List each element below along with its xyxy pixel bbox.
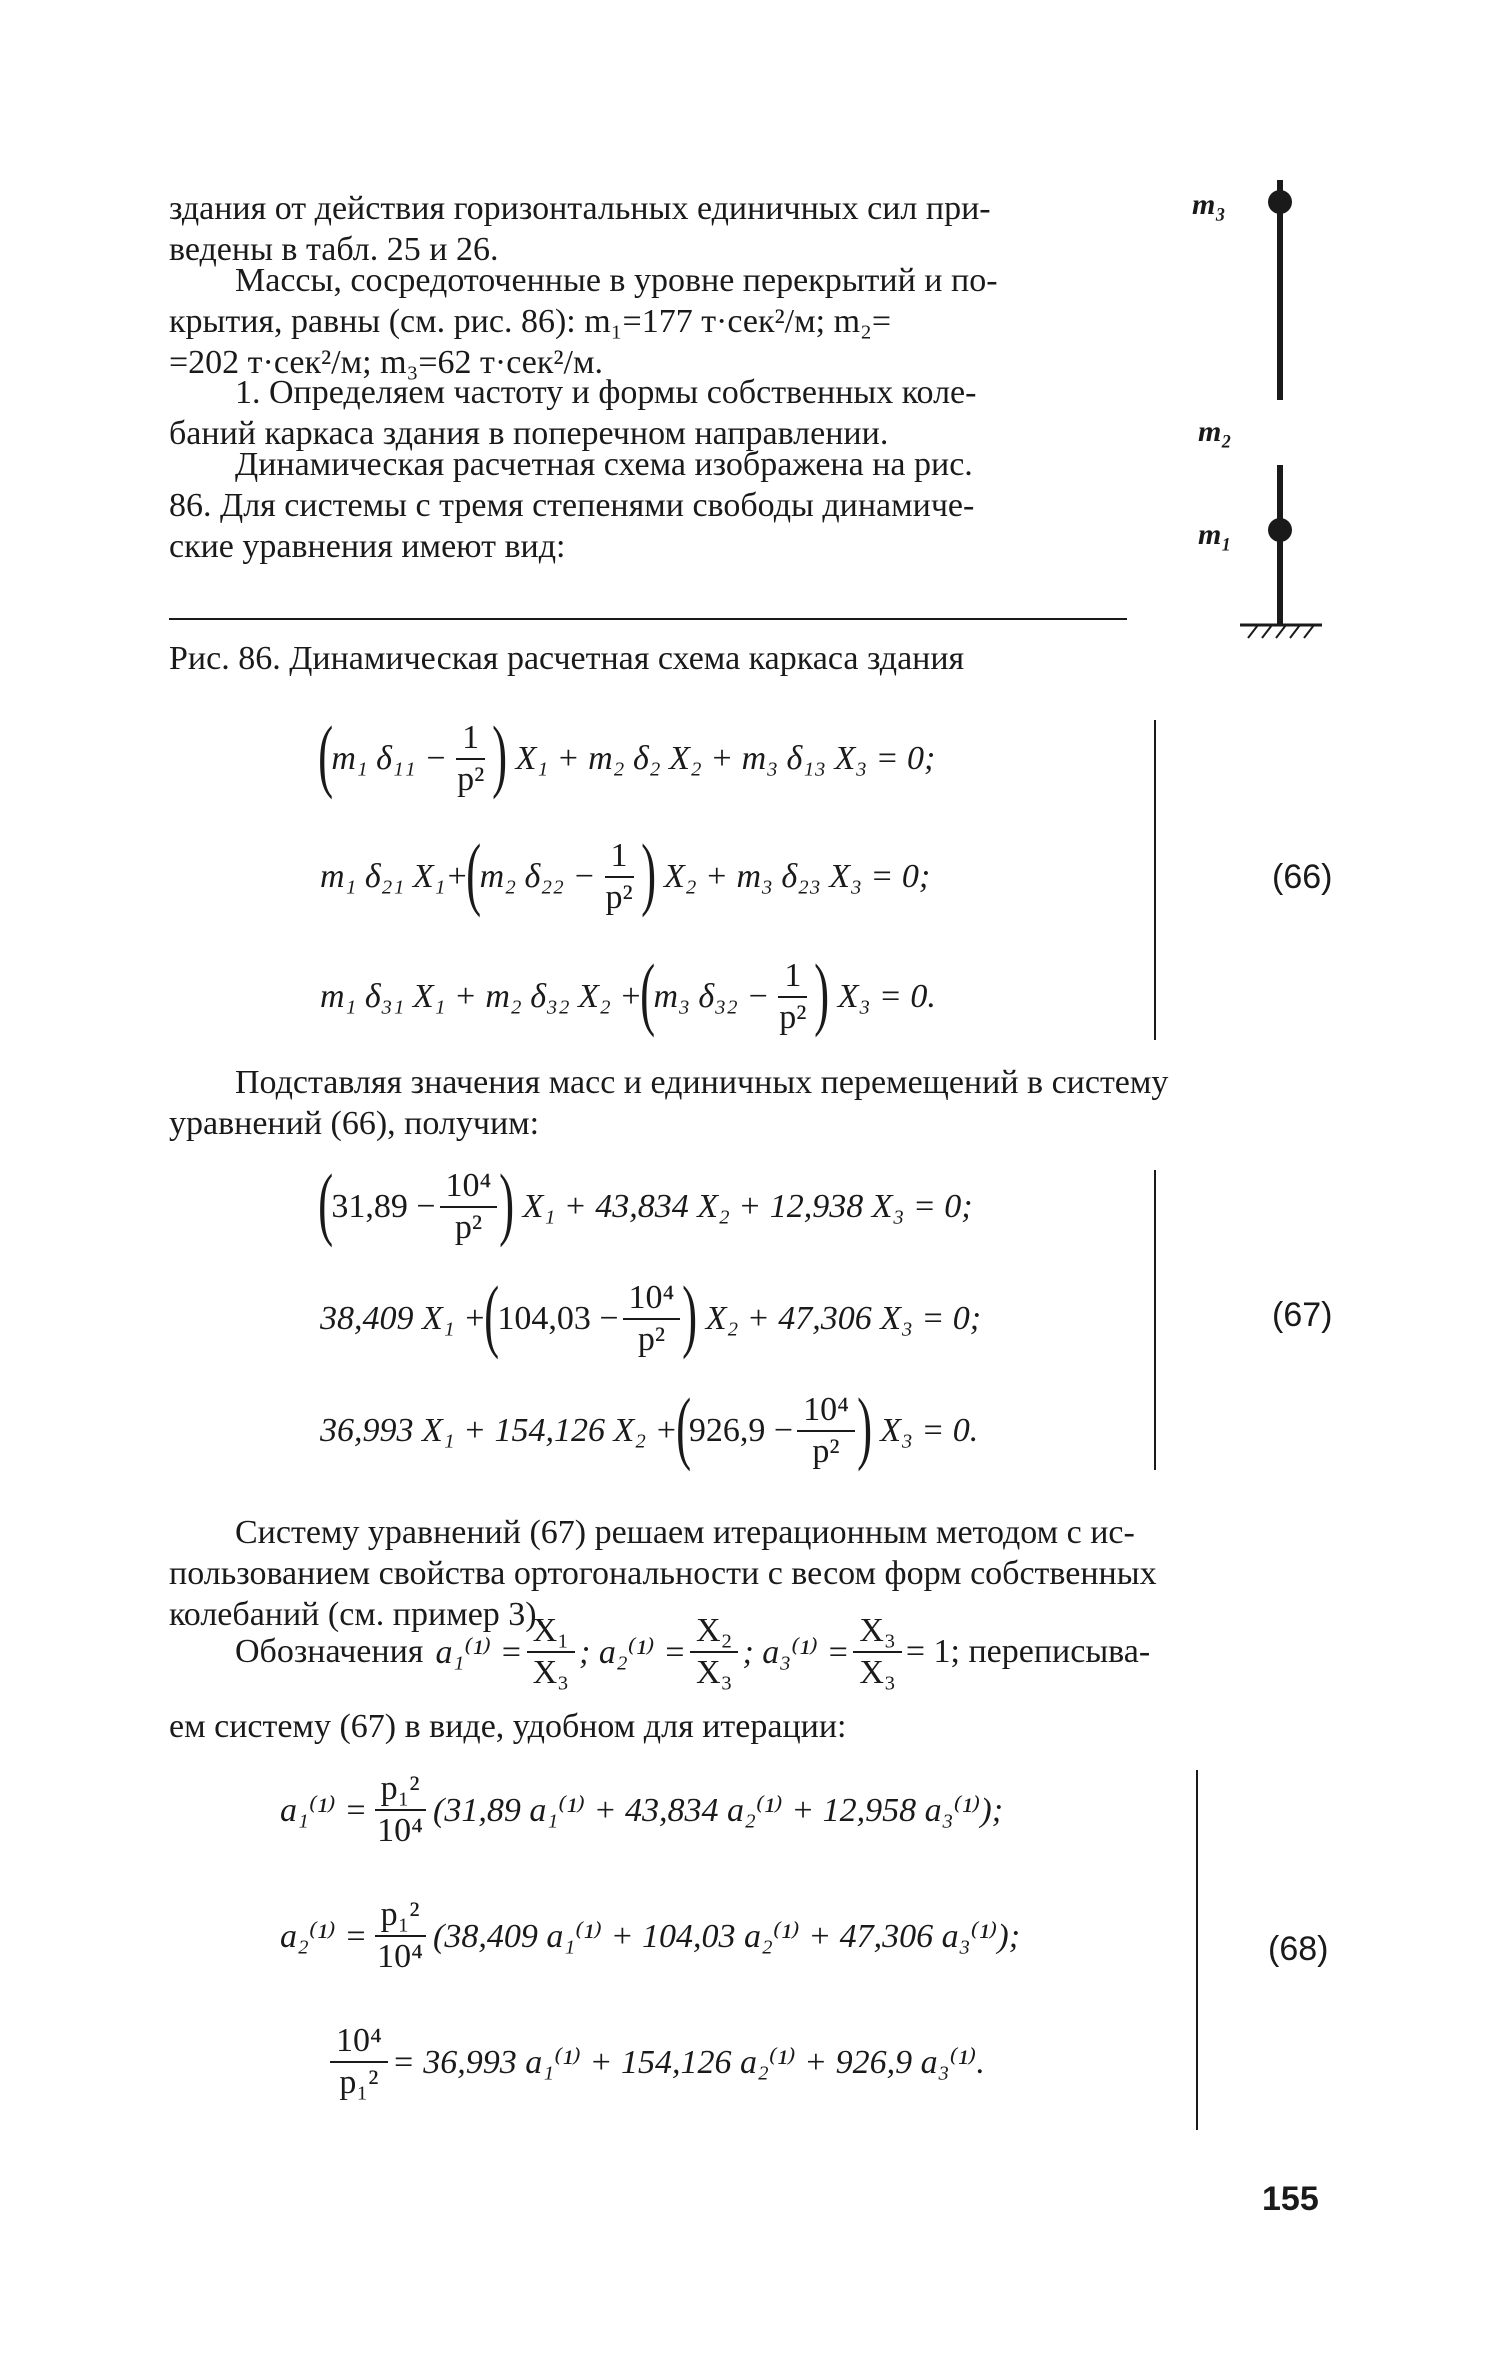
- text-line: 1. Определяем частоту и формы собственных коле-: [235, 374, 977, 411]
- notation-line: Обозначения a₁⁽¹⁾ = $\frac{\text{X₁}}{\text{X₃}}$ ; a₂⁽¹⁾ = $\frac{\text{X₂}}{\text{X₃}}$ ; a₃⁽¹⁾ = $\frac{\text{X₃}}{\text{X₃}}$ = 1; переписыва-: [235, 1612, 1151, 1691]
- page-number: 155: [1262, 2180, 1319, 2218]
- text-line: Систему уравнений (67) решаем итерационным методом с ис-: [235, 1514, 1135, 1551]
- eq67-row3: 36,993 X₁ + 154,126 X₂ + ( 926,9 − $\frac{\text{10⁴}}{\text{p²}}$ ) X₃ = 0.: [320, 1381, 979, 1472]
- fraction: $\frac{\text{p₁²}}{\text{10⁴}}$: [371, 1772, 429, 1848]
- fraction: $\frac{\text{10⁴}}{\text{p₁²}}$: [330, 2024, 388, 2100]
- fraction: $\frac{\text{10⁴}}{\text{p²}}$: [623, 1281, 681, 1357]
- eq68-row1: a₁⁽¹⁾ = $\frac{\text{p₁²}}{\text{10⁴}}$ (31,89 a₁⁽¹⁾ + 43,834 a₂⁽¹⁾ + 12,958 a₃⁽¹⁾);: [280, 1770, 1004, 1849]
- scheme-paragraph: [169, 444, 1127, 567]
- equation-number-66: (66): [1272, 858, 1333, 896]
- text-line: ведены в табл. 25 и 26.: [169, 231, 499, 268]
- notation-continuation: ем систему (67) в виде, удобном для итерации:: [169, 1708, 847, 1745]
- eq66-row2: m₁ δ₂₁ X₁+ ( m₂ δ₂₂ − $\frac{1}{\text{p²}}$ ) X₂ + m₃ δ₂₃ X₃ = 0;: [320, 827, 931, 918]
- eq66-row1: ( m₁ δ₁₁ − $\frac{1}{\text{p²}}$ ) X₁ + m₂ δ₂ X₂ + m₃ δ₁₃ X₃ = 0;: [318, 709, 936, 800]
- masses-paragraph: [169, 260, 1127, 383]
- mass-label-2: m₂: [1198, 415, 1232, 448]
- text-line: 86. Для системы с тремя степенями свободы динамиче-: [169, 487, 975, 524]
- brace-68: [1188, 1770, 1198, 2130]
- eq66-row3: m₁ δ₃₁ X₁ + m₂ δ₃₂ X₂ + ( m₃ δ₃₂ − $\frac{1}{\text{p²}}$ ) X₃ = 0.: [320, 947, 936, 1038]
- caption-rule: [169, 618, 1127, 620]
- intro-paragraph: [169, 188, 1127, 270]
- figure-86: [1180, 180, 1340, 650]
- fraction: $\frac{1}{\text{p²}}$: [605, 837, 633, 916]
- fraction: $\frac{\text{X₂}}{\text{X₃}}$: [690, 1614, 738, 1690]
- text-line: баний каркаса здания в поперечном направлении.: [169, 415, 889, 452]
- fraction: $\frac{\text{10⁴}}{\text{p²}}$: [797, 1393, 855, 1469]
- fraction: $\frac{\text{p₁²}}{\text{10⁴}}$: [371, 1898, 429, 1974]
- brace-67: [1146, 1170, 1156, 1470]
- equation-number-68: (68): [1268, 1930, 1329, 1968]
- text-line: колебаний (см. пример 3).: [169, 1596, 546, 1633]
- fraction: $\frac{1}{\text{p²}}$: [457, 719, 485, 798]
- fraction: $\frac{\text{10⁴}}{\text{p²}}$: [440, 1169, 498, 1245]
- text-line: Динамическая расчетная схема изображена на рис.: [235, 446, 973, 483]
- eq67-row2: 38,409 X₁ + ( 104,03 − $\frac{\text{10⁴}}{\text{p²}}$ ) X₂ + 47,306 X₃ = 0;: [320, 1269, 982, 1360]
- eq68-row2: a₂⁽¹⁾ = $\frac{\text{p₁²}}{\text{10⁴}}$ (38,409 a₁⁽¹⁾ + 104,03 a₂⁽¹⁾ + 47,306 a₃⁽¹⁾);: [280, 1896, 1021, 1975]
- fraction: $\frac{\text{X₃}}{\text{X₃}}$: [853, 1614, 901, 1690]
- step1-paragraph: [169, 372, 1127, 454]
- eq68-row3: $\frac{\text{10⁴}}{\text{p₁²}}$ = 36,993 a₁⁽¹⁾ + 154,126 a₂⁽¹⁾ + 926,9 a₃⁽¹⁾.: [326, 2024, 985, 2100]
- substitute-paragraph: [169, 1062, 1333, 1144]
- fraction: $\frac{1}{\text{p²}}$: [779, 957, 807, 1036]
- text-line: здания от действия горизонтальных единичных сил при-: [169, 190, 991, 227]
- text-line: уравнений (66), получим:: [169, 1105, 540, 1142]
- text-line: =202 т·сек²/м; m₃=62 т·сек²/м.: [169, 344, 603, 381]
- text-line: ские уравнения имеют вид:: [169, 528, 566, 565]
- equation-number-67: (67): [1272, 1296, 1333, 1334]
- text-line: Подставляя значения масс и единичных перемещений в систему: [235, 1064, 1169, 1101]
- mass-label-3: m₃: [1192, 188, 1226, 221]
- text-line: крытия, равны (см. рис. 86): m₁=177 т·сек²/м; m₂=: [169, 303, 892, 340]
- text-line: пользованием свойства ортогональности с весом форм собственных: [169, 1555, 1157, 1592]
- eq67-row1: ( 31,89 − $\frac{\text{10⁴}}{\text{p²}}$ ) X₁ + 43,834 X₂ + 12,938 X₃ = 0;: [318, 1157, 973, 1248]
- text-line: Массы, сосредоточенные в уровне перекрытий и по-: [235, 262, 998, 299]
- mass-label-1: m₁: [1198, 518, 1232, 551]
- brace-66: [1146, 720, 1156, 1040]
- fraction: $\frac{\text{X₁}}{\text{X₃}}$: [527, 1614, 575, 1690]
- figure-caption: Рис. 86. Динамическая расчетная схема каркаса здания: [169, 640, 965, 677]
